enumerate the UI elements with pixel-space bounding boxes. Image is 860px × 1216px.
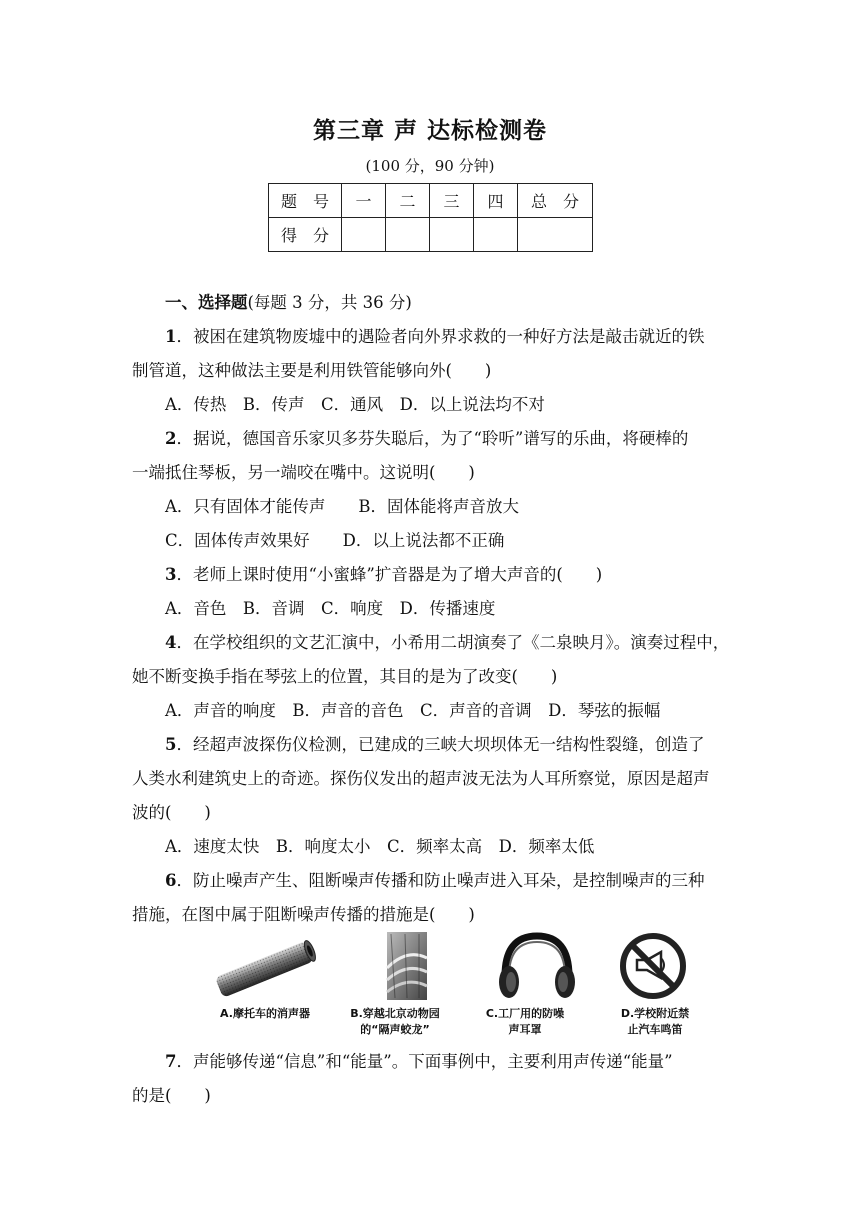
score-cell-part3[interactable]: [430, 218, 474, 252]
section-title: 一、选择题: [165, 293, 248, 312]
question-number: 6: [165, 871, 177, 890]
question-number: 2: [165, 429, 177, 448]
score-row-label: 得 分: [269, 218, 342, 252]
exam-meta: (100 分，90 分钟): [365, 157, 495, 175]
caption-b: B.穿越北京动物园 的“隔声蛟龙”: [350, 1007, 440, 1036]
question-text: ．经超声波探伤仪检测，已建成的三峡大坝坝体无一结构性裂缝，创造了: [176, 735, 705, 754]
question-text: ．声能够传递“信息”和“能量”。下面事例中，主要利用声传递“能量”: [176, 1052, 673, 1071]
question-6-figure: [205, 928, 725, 1046]
question-4-line-1: [165, 633, 765, 653]
question-2-options-cd[interactable]: C．固体传声效果好 D．以上说法都不正确: [165, 531, 505, 550]
figure-option-a[interactable]: [205, 928, 325, 1046]
question-number: 5: [165, 735, 177, 754]
question-1-options[interactable]: A．传热 B．传声 C．通风 D．以上说法均不对: [165, 395, 545, 414]
score-table-header-row: [269, 184, 593, 218]
question-7-line-2: 的是( ): [132, 1086, 211, 1105]
question-number: 3: [165, 565, 177, 584]
question-6-line-1: [165, 871, 765, 891]
question-5-options[interactable]: A．速度太快 B．响度太小 C．频率太高 D．频率太低: [165, 837, 595, 856]
caption-d: D.学校附近禁 止汽车鸣笛: [620, 1007, 690, 1036]
score-header-total: 总 分: [518, 184, 593, 218]
page-title: 第三章 声 达标检测卷: [312, 118, 547, 144]
score-header-part1: 一: [342, 184, 386, 218]
question-5-line-3: 波的( ): [132, 803, 211, 822]
score-table-score-row: [269, 218, 593, 252]
no-horn-sign-icon: [595, 928, 715, 1008]
question-3-line-1: [165, 565, 765, 585]
question-text: ．据说，德国音乐家贝多芬失聪后，为了“聆听”谱写的乐曲，将硬棒的: [176, 429, 689, 448]
section-note: (每题 3 分，共 36 分): [247, 293, 412, 312]
caption-a: A.摩托车的消声器: [220, 1007, 310, 1020]
figure-option-c[interactable]: [465, 928, 585, 1046]
question-2-options-ab[interactable]: A．只有固体才能传声 B．固体能将声音放大: [165, 497, 520, 516]
sound-barrier-tunnel-icon: [335, 928, 455, 1008]
question-5-line-2: 人类水利建筑史上的奇迹。探伤仪发出的超声波无法为人耳所察觉，原因是超声: [132, 769, 710, 788]
question-4-line-2: 她不断变换手指在琴弦上的位置，其目的是为了改变( ): [132, 667, 558, 686]
ear-muffs-icon: [465, 928, 585, 1008]
score-cell-total[interactable]: [518, 218, 593, 252]
question-text: ．在学校组织的文艺汇演中，小希用二胡演奏了《二泉映月》。演奏过程中，: [176, 633, 730, 652]
question-7-line-1: [165, 1052, 765, 1072]
question-text: ．被困在建筑物废墟中的遇险者向外界求救的一种好方法是敲击就近的铁: [176, 327, 705, 346]
question-4-options[interactable]: A．声音的响度 B．声音的音色 C．声音的音调 D．琴弦的振幅: [165, 701, 661, 720]
score-cell-part2[interactable]: [386, 218, 430, 252]
question-text: ．老师上课时使用“小蜜蜂”扩音器是为了增大声音的( ): [176, 565, 603, 584]
question-text: ．防止噪声产生、阻断噪声传播和防止噪声进入耳朵，是控制噪声的三种: [176, 871, 705, 890]
question-1-line-2: 制管道，这种做法主要是利用铁管能够向外( ): [132, 361, 492, 380]
score-table: [268, 183, 593, 252]
section-heading: [165, 293, 765, 313]
score-cell-part4[interactable]: [474, 218, 518, 252]
question-1-line-1: [165, 327, 765, 347]
score-header-label: 题 号: [269, 184, 342, 218]
caption-c: C.工厂用的防噪 声耳罩: [485, 1007, 565, 1036]
score-cell-part1[interactable]: [342, 218, 386, 252]
question-number: 1: [165, 327, 177, 346]
figure-option-b[interactable]: [335, 928, 455, 1046]
question-number: 7: [165, 1052, 177, 1071]
question-2-line-1: [165, 429, 765, 449]
question-5-line-1: [165, 735, 765, 755]
muffler-icon: [205, 928, 325, 1008]
question-6-line-2: 措施，在图中属于阻断噪声传播的措施是( ): [132, 905, 475, 924]
question-3-options[interactable]: A．音色 B．音调 C．响度 D．传播速度: [165, 599, 496, 618]
score-header-part2: 二: [386, 184, 430, 218]
score-header-part3: 三: [430, 184, 474, 218]
question-2-line-2: 一端抵住琴板，另一端咬在嘴中。这说明( ): [132, 463, 475, 482]
score-header-part4: 四: [474, 184, 518, 218]
figure-option-d[interactable]: [595, 928, 715, 1046]
question-number: 4: [165, 633, 177, 652]
